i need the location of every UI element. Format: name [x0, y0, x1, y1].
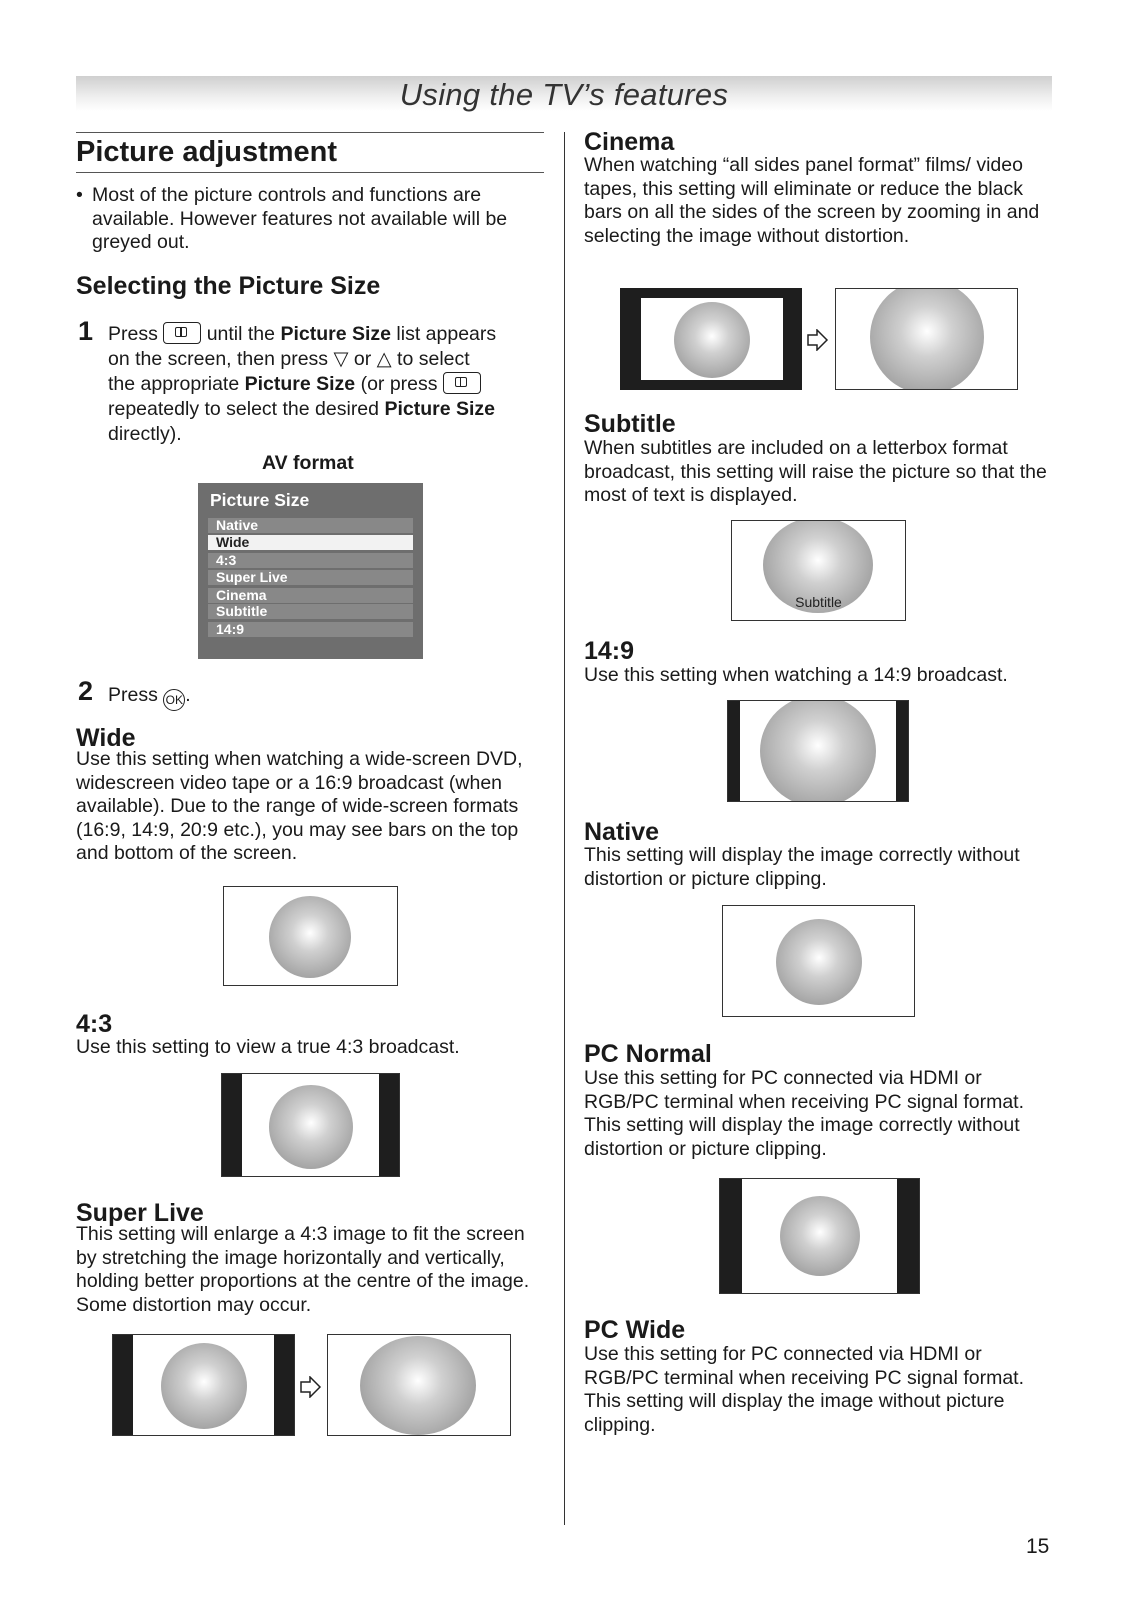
- subtitle-caption: Subtitle: [795, 594, 842, 610]
- bullet-text: Most of the picture controls and functions are available. However features not available will be greyed out.: [92, 184, 508, 253]
- step-1-text: [108, 322, 548, 447]
- cinema-before-circle: [674, 302, 750, 378]
- page-header-title: Using the TV’s features: [399, 77, 729, 112]
- super-live-after-ellipse: [360, 1336, 476, 1435]
- pc-wide-text: Use this setting for PC connected via HDMI or RGB/PC terminal when receiving PC signal format. This setting will display the image without picture clipping.: [584, 1343, 1024, 1436]
- step-1-line2: on the screen, then press ▽ or △ to select: [108, 348, 470, 370]
- picture-size-key-icon-2: [443, 372, 481, 394]
- four-three-text: Use this setting to view a true 4:3 broadcast.: [76, 1036, 460, 1058]
- menu-title: Picture Size: [210, 490, 310, 510]
- pc-normal-title: PC Normal: [584, 1040, 712, 1068]
- menu-item-14-9[interactable]: 14:9: [208, 622, 413, 637]
- menu-item-wide[interactable]: Wide: [208, 535, 413, 550]
- fourteen-nine-illustration: [727, 700, 909, 802]
- step-1-press: Press: [108, 323, 158, 345]
- super-live-title: Super Live: [76, 1199, 204, 1227]
- bullet-note: [76, 184, 546, 255]
- subtitle-title: Subtitle: [584, 410, 676, 438]
- right-pillar-bar: [897, 1179, 919, 1294]
- left-pillar-bar: [728, 701, 740, 802]
- right-pillar-bar: [379, 1074, 399, 1177]
- pc-wide-title: PC Wide: [584, 1316, 686, 1344]
- bullet-mark: •: [76, 184, 83, 206]
- right-pillar-bar: [274, 1335, 294, 1436]
- menu-item-native[interactable]: Native: [208, 518, 413, 533]
- sub-title-picture-size: Selecting the Picture Size: [76, 272, 381, 300]
- super-live-text: This setting will enlarge a 4:3 image to fit the screen by stretching the image horizontally and vertically, holding better proportions at the centre of the image. Some distortion may occur.: [76, 1223, 530, 1316]
- super-live-before-illustration: [112, 1334, 295, 1436]
- step-1-bold-1: Picture Size: [280, 323, 391, 345]
- section-rule-top: [76, 132, 544, 133]
- step-1-the: the appropriate: [108, 373, 240, 395]
- native-picture-circle: [776, 919, 862, 1005]
- super-live-after-illustration: [327, 1334, 511, 1436]
- native-text: This setting will display the image correctly without distortion or picture clipping.: [584, 844, 1020, 890]
- fourteen-nine-text: Use this setting when watching a 14:9 broadcast.: [584, 664, 1008, 686]
- step-2-number: 2: [78, 676, 94, 706]
- subtitle-illustration: [731, 520, 906, 621]
- subtitle-text: When subtitles are included on a letterbox format broadcast, this setting will raise the picture so that the most of text is displayed.: [584, 437, 1047, 506]
- arrow-right-icon: [806, 329, 830, 351]
- av-format-label: AV format: [262, 452, 354, 474]
- four-three-title: 4:3: [76, 1010, 113, 1038]
- menu-item-super-live[interactable]: Super Live: [208, 570, 413, 585]
- cinema-title: Cinema: [584, 128, 675, 156]
- left-pillar-bar: [720, 1179, 742, 1294]
- page-header-banner: [76, 76, 1052, 111]
- picture-size-menu: [198, 483, 423, 659]
- super-live-before-circle: [161, 1343, 247, 1429]
- wide-picture-circle: [269, 896, 351, 978]
- picture-size-key-icon: [163, 322, 201, 344]
- ok-button-icon: OK: [163, 689, 185, 711]
- step-1-repeat: repeatedly to select the desired: [108, 398, 380, 420]
- step-2-press: Press: [108, 684, 158, 706]
- cinema-after-circle: [870, 288, 984, 390]
- step-1-list: list appears: [396, 323, 497, 345]
- left-pillar-bar: [222, 1074, 242, 1177]
- menu-item-subtitle[interactable]: Subtitle: [208, 604, 413, 619]
- column-divider: [564, 132, 565, 1525]
- wide-title: Wide: [76, 724, 136, 752]
- left-pillar-bar: [113, 1335, 133, 1436]
- step-1-bold-3: Picture Size: [384, 398, 495, 420]
- step-2-end: .: [185, 684, 191, 706]
- cinema-after-illustration: [835, 288, 1018, 390]
- step-1-directly: directly).: [108, 423, 182, 445]
- fourteen-nine-picture-circle: [760, 700, 876, 802]
- wide-text: Use this setting when watching a wide-screen DVD, widescreen video tape or a 16:9 broadcast (when available). Due to the range of wide-screen formats (16:9, 14:9, 20:9 etc.), you may see bars on the top and bottom of the screen.: [76, 748, 523, 864]
- menu-item-cinema[interactable]: Cinema: [208, 588, 413, 603]
- wide-illustration: [223, 886, 398, 986]
- step-2-text: [108, 684, 191, 711]
- pc-normal-picture-circle: [780, 1196, 860, 1276]
- cinema-before-illustration: [620, 288, 802, 390]
- native-title: Native: [584, 818, 660, 846]
- page-number: 15: [1026, 1535, 1050, 1558]
- pc-normal-text: Use this setting for PC connected via HDMI or RGB/PC terminal when receiving PC signal format. This setting will display the image correctly without distortion or picture clipping.: [584, 1067, 1024, 1160]
- section-rule-bottom: [76, 172, 544, 173]
- section-title: Picture adjustment: [76, 136, 338, 168]
- step-1-until: until the: [206, 323, 276, 345]
- menu-item-4-3[interactable]: 4:3: [208, 553, 413, 568]
- step-1-number: 1: [78, 316, 94, 346]
- four-three-illustration: [221, 1073, 400, 1177]
- fourteen-nine-title: 14:9: [584, 637, 635, 665]
- four-three-picture-circle: [269, 1085, 353, 1169]
- native-illustration: [722, 905, 915, 1017]
- step-1-bold-2: Picture Size: [244, 373, 356, 395]
- right-pillar-bar: [896, 701, 908, 802]
- cinema-text: When watching “all sides panel format” films/ video tapes, this setting will eliminate or reduce the black bars on all the sides of the screen by zooming in and selecting the image without distortion.: [584, 154, 1040, 247]
- pc-normal-illustration: [719, 1178, 920, 1294]
- arrow-right-icon: [299, 1376, 323, 1398]
- step-1-orpress: (or press: [360, 373, 438, 395]
